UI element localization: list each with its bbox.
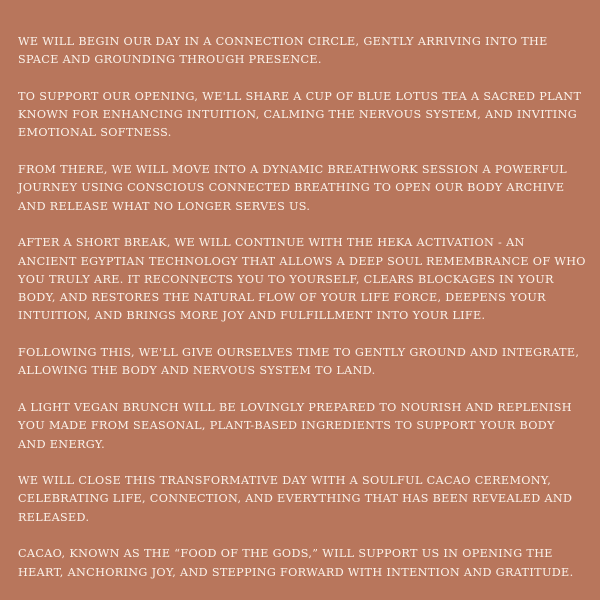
paragraph-vegan-brunch: A LIGHT VEGAN BRUNCH WILL BE LOVINGLY PREPARED TO NOURISH AND REPLENISH YOU MADE FROM SEASONAL, PLANT-BASED INGREDIENTS TO SUPPORT YOUR BODY AND ENERGY. [18, 400, 572, 451]
paragraph-breathwork: FROM THERE, WE WILL MOVE INTO A DYNAMIC BREATHWORK SESSION A POWERFUL JOURNEY USING CONSCIOUS CONNECTED BREATHING TO OPEN OUR BODY ARCHIVE AND RELEASE WHAT NO LONGER SERVES US. [18, 163, 568, 213]
paragraph-food-of-the-gods: CACAO, KNOWN AS THE “FOOD OF THE GODS,” WILL SUPPORT US IN OPENING THE HEART, ANCHORING JOY, AND STEPPING FORWARD WITH INTENTION AND GRATITUDE. [18, 547, 574, 579]
paragraph-ground-integrate: FOLLOWING THIS, WE'LL GIVE OURSELVES TIME TO GENTLY GROUND AND INTEGRATE, ALLOWING THE BODY AND NERVOUS SYSTEM TO LAND. [18, 346, 580, 378]
paragraph-heka-activation: AFTER A SHORT BREAK, WE WILL CONTINUE WITH THE HEKA ACTIVATION - AN ANCIENT EGYPTIAN TECHNOLOGY THAT ALLOWS A DEEP SOUL REMEMBRANCE OF WHO YOU TRULY ARE. IT RECONNECTS YOU TO YOURSELF, CLEARS BLOCKAGES IN YOUR BODY, AND RESTORES THE NATURAL FLOW OF YOUR LIFE FORCE, DEEPENS YOUR INTUITION, AND BRINGS MORE JOY AND FULFILLMENT INTO YOUR LIFE. [18, 236, 586, 323]
paragraph-blue-lotus-tea: TO SUPPORT OUR OPENING, WE'LL SHARE A CUP OF BLUE LOTUS TEA A SACRED PLANT KNOWN FOR ENHANCING INTUITION, CALMING THE NERVOUS SYSTEM, AND INVITING EMOTIONAL SOFTNESS. [18, 89, 582, 140]
paragraph-cacao-ceremony: WE WILL CLOSE THIS TRANSFORMATIVE DAY WITH A SOULFUL CACAO CEREMONY, CELEBRATING LIFE, CONNECTION, AND EVERYTHING THAT HAS BEEN REVEALED AND RELEASED. [18, 474, 573, 524]
paragraph-connection-circle: WE WILL BEGIN OUR DAY IN A CONNECTION CIRCLE, GENTLY ARRIVING INTO THE SPACE AND GROUNDING THROUGH PRESENCE. [18, 35, 548, 67]
